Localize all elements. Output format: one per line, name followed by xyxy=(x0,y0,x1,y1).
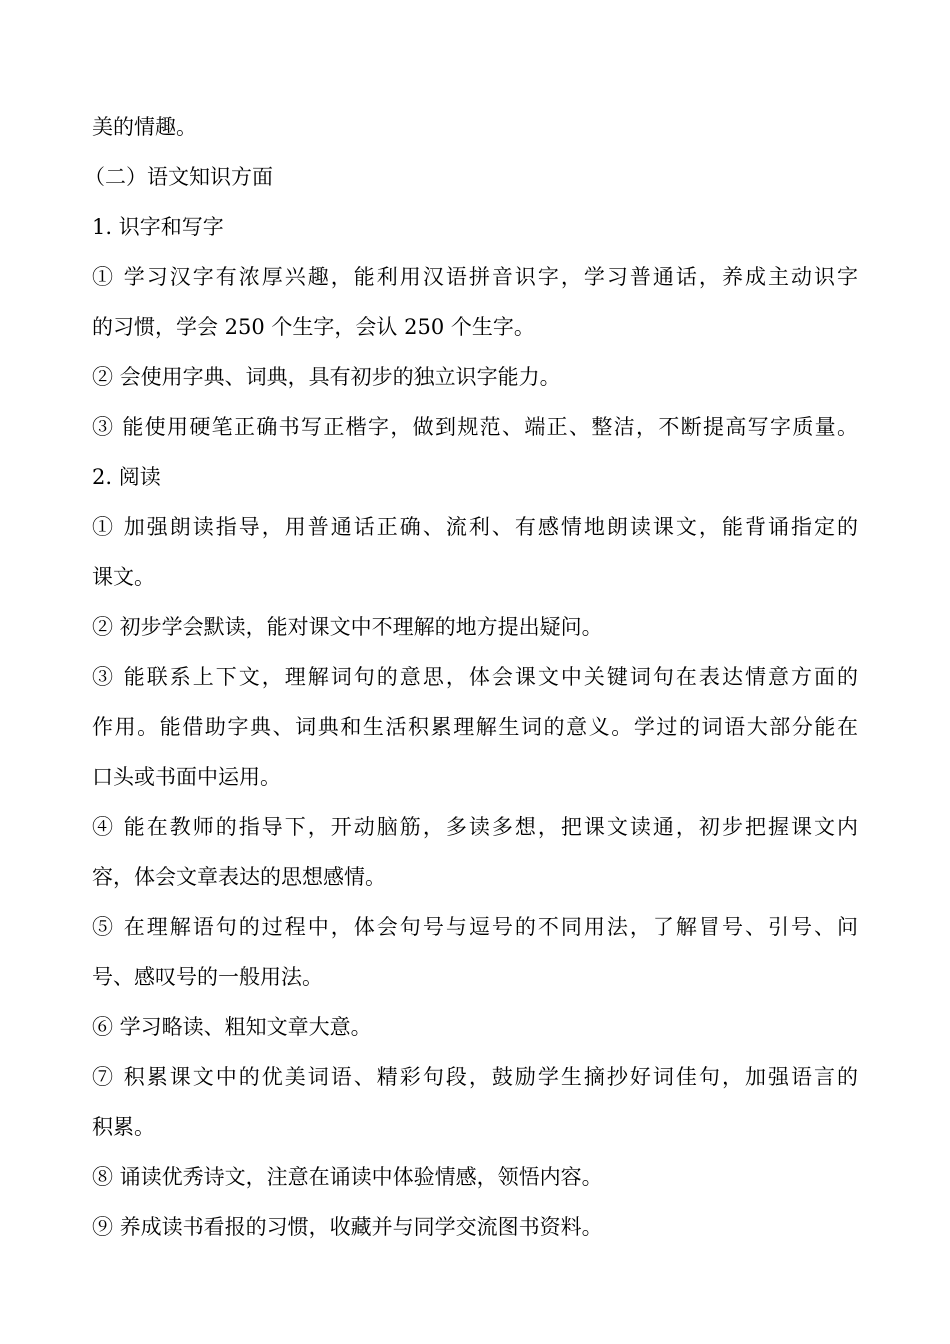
list-item-line: 口头或书面中运用。 xyxy=(92,765,281,789)
list-item-line: ③ 能使用硬笔正确书写正楷字，做到规范、端正、整洁，不断提高写字质量。 xyxy=(92,415,858,439)
subsection-heading: 2. 阅读 xyxy=(92,465,161,489)
list-item-line: ④ 能在教师的指导下，开动脑筋，多读多想，把课文读通，初步把握课文内 xyxy=(92,815,858,839)
list-item-line: ① 加强朗读指导，用普通话正确、流利、有感情地朗读课文，能背诵指定的 xyxy=(92,515,858,539)
list-item-line: 容，体会文章表达的思想感情。 xyxy=(92,865,386,889)
list-item-line: 号、感叹号的一般用法。 xyxy=(92,965,323,989)
list-item-line: ⑥ 学习略读、粗知文章大意。 xyxy=(92,1015,372,1039)
list-item-line: ② 会使用字典、词典，具有初步的独立识字能力。 xyxy=(92,365,561,389)
section-heading: （二）语文知识方面 xyxy=(84,165,273,189)
document-page xyxy=(84,102,858,1252)
list-item-line: ⑤ 在理解语句的过程中，体会句号与逗号的不同用法，了解冒号、引号、问 xyxy=(92,915,858,939)
paragraph-line: 美的情趣。 xyxy=(92,115,197,139)
list-item-line: ⑦ 积累课文中的优美词语、精彩句段，鼓励学生摘抄好词佳句，加强语言的 xyxy=(92,1065,858,1089)
list-item-line: ② 初步学会默读，能对课文中不理解的地方提出疑问。 xyxy=(92,615,603,639)
list-item-line: 课文。 xyxy=(92,565,155,589)
subsection-heading: 1. 识字和写字 xyxy=(92,215,224,239)
list-item-line: ③ 能联系上下文，理解词句的意思，体会课文中关键词句在表达情意方面的 xyxy=(92,665,858,689)
list-item-line: ⑨ 养成读书看报的习惯，收藏并与同学交流图书资料。 xyxy=(92,1215,603,1239)
list-item-line: 积累。 xyxy=(92,1115,155,1139)
list-item-line: 作用。能借助字典、词典和生活积累理解生词的意义。学过的词语大部分能在 xyxy=(92,715,858,739)
list-item-line: ① 学习汉字有浓厚兴趣，能利用汉语拼音识字，学习普通话，养成主动识字 xyxy=(92,265,858,289)
list-item-line: 的习惯，学会 250 个生字，会认 250 个生字。 xyxy=(92,315,535,339)
list-item-line: ⑧ 诵读优秀诗文，注意在诵读中体验情感，领悟内容。 xyxy=(92,1165,603,1189)
